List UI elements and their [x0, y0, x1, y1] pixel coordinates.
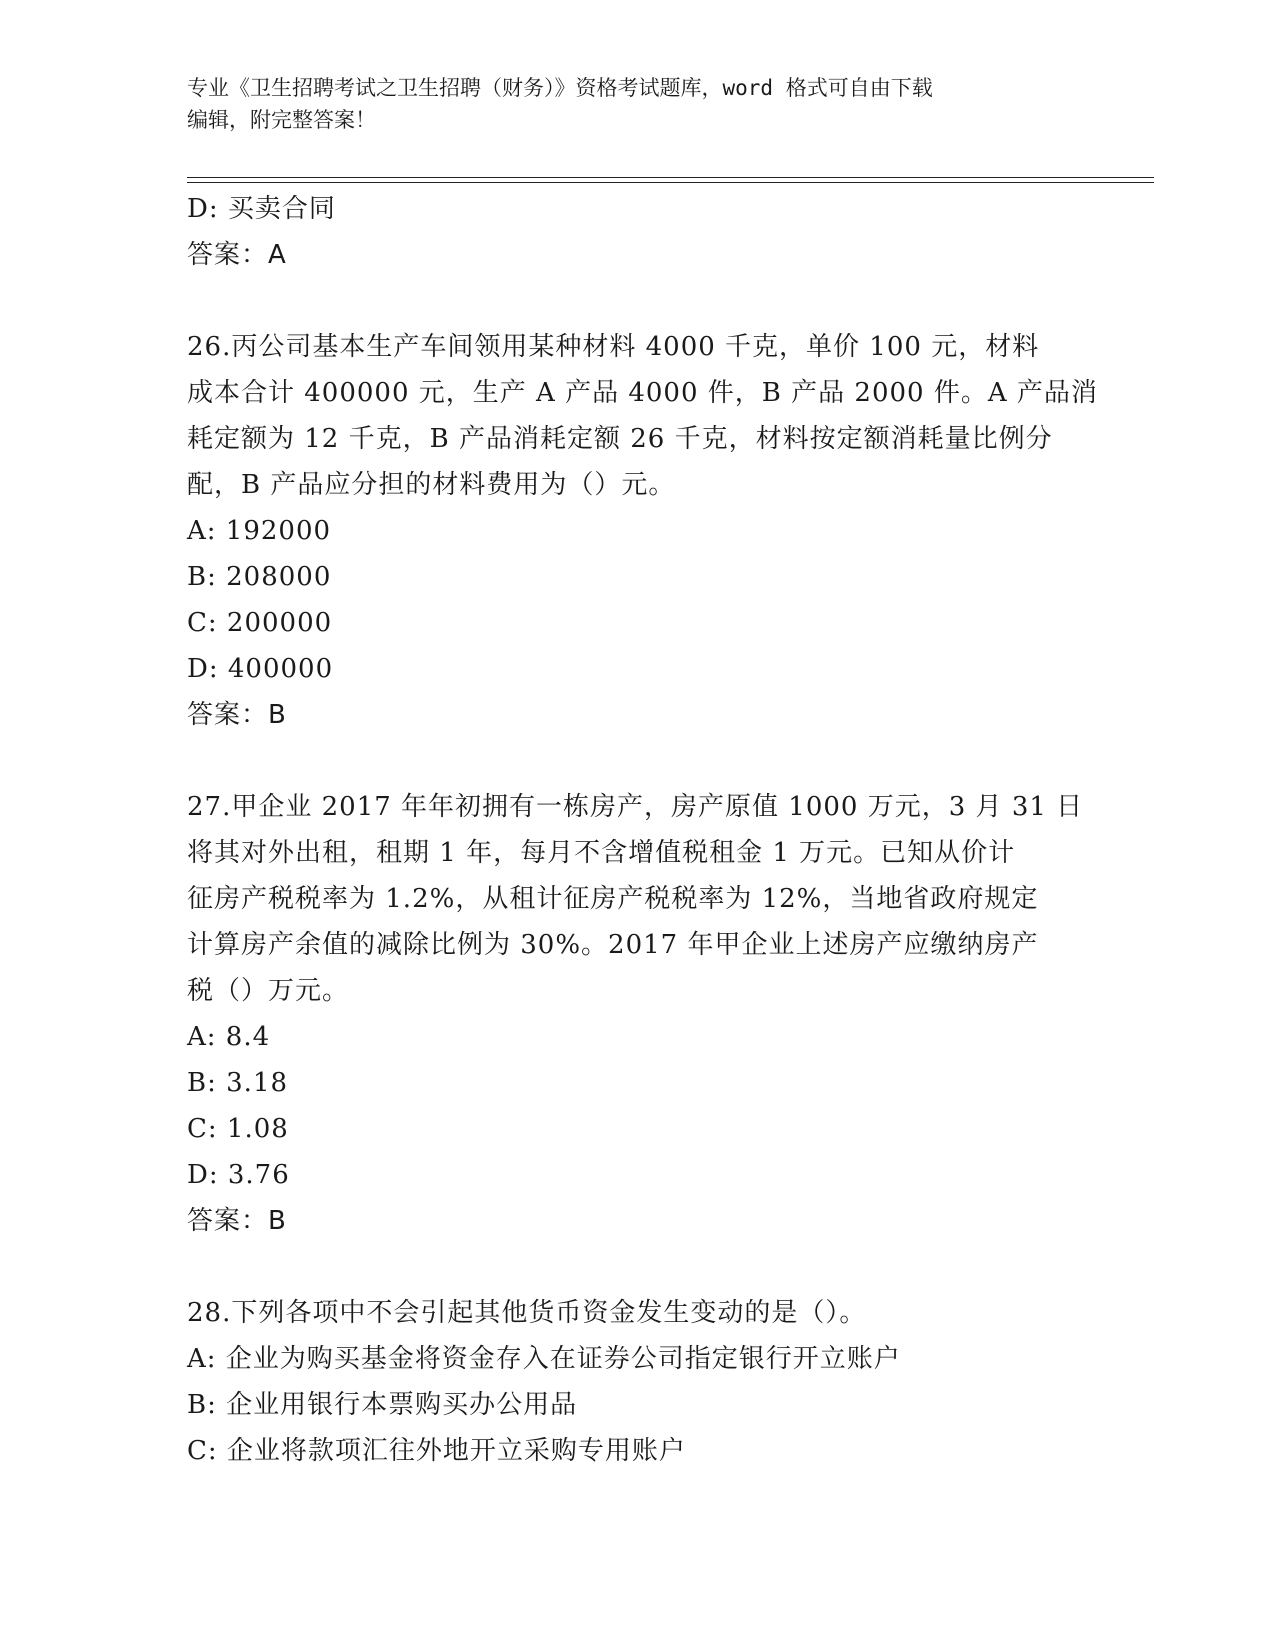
option-a: A: 企业为购买基金将资金存入在证券公司指定银行开立账户 — [187, 1344, 901, 1374]
answer: 答案：B — [187, 1206, 287, 1236]
question-line: 计算房产余值的减除比例为 30%。2017 年甲企业上述房产应缴纳房产 — [187, 930, 1039, 960]
header-line-1: 专业《卫生招聘考试之卫生招聘（财务）》资格考试题库，word 格式可自由下载 — [187, 76, 933, 100]
previous-answer: 答案：A — [187, 240, 287, 270]
question-line: 28.下列各项中不会引起其他货币资金发生变动的是（）。 — [187, 1298, 867, 1328]
spacer — [187, 278, 1087, 324]
answer: 答案：B — [187, 700, 287, 730]
option-d: D: 3.76 — [187, 1160, 290, 1190]
option-a: A: 8.4 — [187, 1022, 271, 1052]
question-text — [187, 1290, 1087, 1336]
question-26 — [187, 324, 1098, 738]
question-text — [187, 324, 1098, 508]
question-line: 征房产税税率为 1.2%，从租计征房产税税率为 12%，当地省政府规定 — [187, 884, 1039, 914]
question-line: 成本合计 400000 元，生产 A 产品 4000 件，B 产品 2000 件。A 产品消 — [187, 378, 1098, 408]
question-line: 税（）万元。 — [187, 976, 350, 1006]
question-line: 耗定额为 12 千克，B 产品消耗定额 26 千克，材料按定额消耗量比例分 — [187, 424, 1053, 454]
option-b: B: 3.18 — [187, 1068, 289, 1098]
option-b: B: 企业用银行本票购买办公用品 — [187, 1390, 578, 1420]
previous-option-d: D: 买卖合同 — [187, 194, 336, 224]
header-divider-bottom — [187, 182, 1154, 183]
option-d: D: 400000 — [187, 654, 334, 684]
document-header — [187, 72, 1067, 136]
option-c: C: 1.08 — [187, 1114, 289, 1144]
document-body — [187, 186, 1098, 1474]
spacer — [187, 1244, 1087, 1290]
question-27 — [187, 784, 1087, 1244]
question-line: 27.甲企业 2017 年年初拥有一栋房产，房产原值 1000 万元，3 月 31 日 — [187, 792, 1084, 822]
spacer — [187, 738, 1087, 784]
option-b: B: 208000 — [187, 562, 332, 592]
question-line: 配，B 产品应分担的材料费用为（）元。 — [187, 470, 676, 500]
question-line: 将其对外出租，租期 1 年，每月不含增值税租金 1 万元。已知从价计 — [187, 838, 1016, 868]
question-line: 26.丙公司基本生产车间领用某种材料 4000 千克，单价 100 元，材料 — [187, 332, 1040, 362]
option-c: C: 企业将款项汇往外地开立采购专用账户 — [187, 1436, 686, 1466]
question-text — [187, 784, 1087, 1014]
header-line-2: 编辑，附完整答案！ — [187, 108, 376, 132]
header-divider-top — [187, 177, 1154, 178]
question-28 — [187, 1290, 1087, 1474]
option-c: C: 200000 — [187, 608, 333, 638]
option-a: A: 192000 — [187, 516, 332, 546]
